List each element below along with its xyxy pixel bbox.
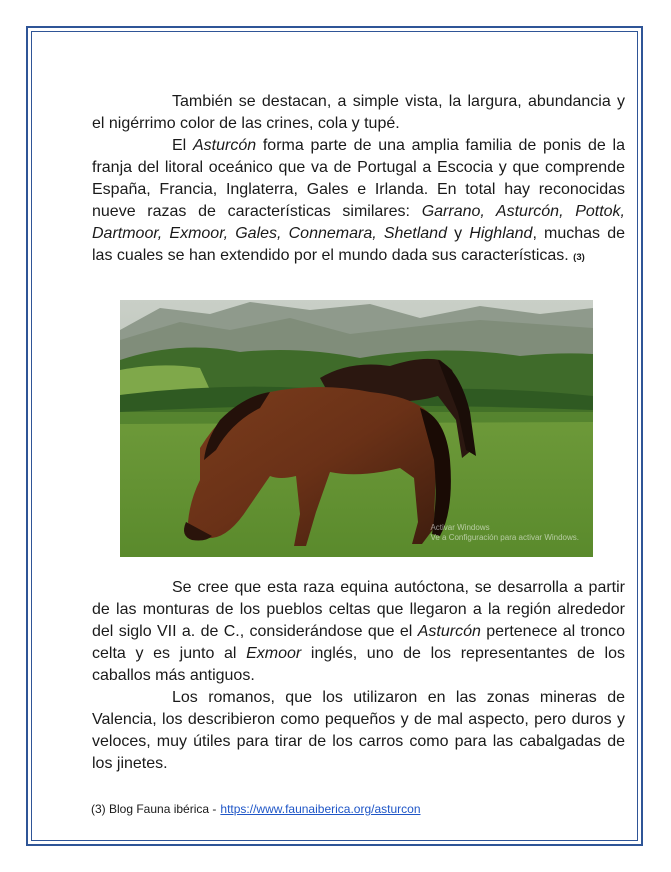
paragraph-romanos	[92, 687, 625, 775]
paragraph-familia-ponis	[92, 135, 625, 269]
text-run: Se cree que esta raza equina autóctona, se desarrolla a partir de las monturas de los pueblos celtas que llegaron a la región alrededor del siglo VII a. de C., considerándose que el	[92, 579, 625, 640]
text-run: y	[446, 225, 470, 242]
footnote	[91, 802, 421, 816]
breed-name-italic: Asturcón	[417, 623, 481, 640]
horse-photo	[120, 300, 593, 557]
footnote-reference: (3)	[573, 252, 585, 263]
text-run: El	[172, 137, 193, 154]
text-run: inglés, uno de los representantes de los caballos más antiguos.	[92, 645, 626, 684]
text-run: pertenece al tronco celta y es junto al	[92, 623, 626, 662]
footnote-link[interactable]: https://www.faunaiberica.org/asturcon	[220, 802, 421, 816]
breed-list-italic: Garrano, Asturcón, Pottok, Dartmoor, Exmoor, Gales, Connemara, Shetland	[92, 203, 626, 242]
breed-name-italic: Highland	[469, 225, 533, 242]
paragraph-crines	[92, 91, 625, 135]
watermark-line: Activar Windows	[430, 523, 490, 532]
footnote-label: (3) Blog Fauna ibérica -	[91, 802, 217, 816]
activate-windows-watermark	[430, 523, 579, 543]
watermark-line: Ve a Configuración para activar Windows.	[430, 533, 579, 542]
breed-name-italic: Exmoor	[246, 645, 302, 662]
paragraph-origen-celta	[92, 577, 625, 687]
paragraph-romanos-text: Los romanos, que los utilizaron en las zonas mineras de Valencia, los describieron como pequeños y de mal aspecto, pero duros y veloces, muy útiles para tirar de los carros como para las cabalgadas de los jinetes.	[92, 689, 625, 772]
text-run: forma parte de una amplia familia de ponis de la franja del litoral oceánico que va de Portugal a Escocia y que comprende España, Francia, Inglaterra, Gales e Irlanda. En total hay reconocidas nueve razas de características similares:	[92, 137, 625, 220]
breed-name-italic: Asturcón	[192, 137, 257, 154]
pasture-horses-illustration	[120, 300, 593, 557]
paragraph-crines-text: También se destacan, a simple vista, la largura, abundancia y el nigérrimo color de las crines, cola y tupé.	[92, 93, 625, 132]
text-run: , muchas de las cuales se han extendido por el mundo dada sus características.	[92, 225, 625, 264]
